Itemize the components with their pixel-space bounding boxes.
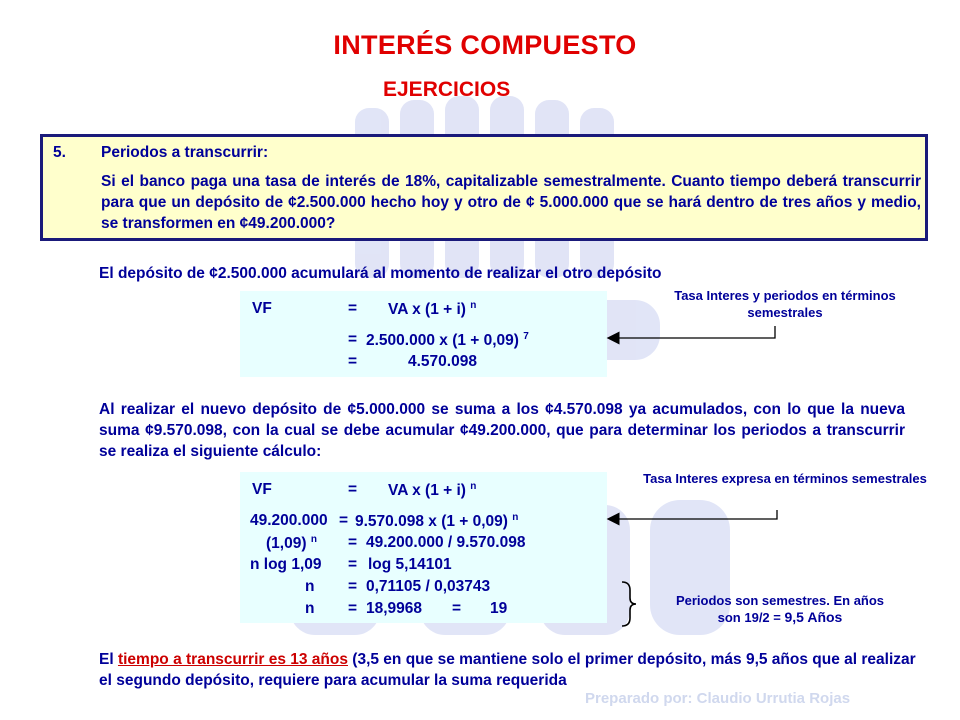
calc1-equals: =: [348, 300, 358, 317]
paragraph-first-deposit: El depósito de ¢2.500.000 acumulará al momento de realizar el otro depósito: [99, 265, 662, 282]
calc2-n-rounded: 19: [490, 600, 508, 617]
calc2-ratio: 49.200.000 / 9.570.098: [366, 534, 526, 551]
calc2-log-rhs: log 5,14101: [368, 556, 452, 573]
problem-heading: Periodos a transcurrir:: [101, 144, 269, 161]
calc2-n-label: n: [305, 600, 315, 617]
calc2-equals: =: [452, 600, 462, 617]
calculation-box-2: [240, 472, 607, 623]
calc2-n-label: n: [305, 578, 315, 595]
page-subtitle: EJERCICIOS: [383, 78, 511, 101]
calc2-division: 0,71105 / 0,03743: [366, 578, 491, 595]
footer-author: Preparado por: Claudio Urrutia Rojas: [585, 690, 851, 707]
calc2-formula-text: VA x (1 + i): [388, 482, 466, 500]
paragraph-conclusion: [99, 649, 919, 691]
calc2-equals: =: [348, 556, 358, 573]
calc2-formula-exponent: n: [470, 481, 477, 492]
calc1-formula-text: VA x (1 + i): [388, 301, 466, 319]
calc2-n-value: 18,9968: [366, 600, 423, 617]
calc1-result: 4.570.098: [408, 353, 477, 370]
calc2-growth-factor-exponent: n: [310, 534, 317, 545]
problem-number: 5.: [53, 144, 66, 161]
calc2-equals: =: [348, 578, 358, 595]
problem-box: [40, 134, 928, 241]
note-periods-in-years: [640, 592, 920, 626]
calc2-equals: =: [348, 534, 358, 551]
note-periods-line2: [640, 609, 920, 626]
page-title: INTERÉS COMPUESTO: [333, 30, 637, 60]
calc2-substitution: [355, 512, 518, 531]
calc1-formula: [388, 300, 476, 319]
calc1-substitution: [366, 331, 529, 350]
calc1-substitution-exponent: 7: [523, 331, 529, 342]
calc1-equals: =: [348, 353, 358, 370]
calc2-substitution-text: 9.570.098 x (1 + 0,09): [355, 513, 508, 531]
calc2-equals: =: [348, 600, 358, 617]
calc1-equals: =: [348, 331, 358, 348]
calc2-equals: =: [348, 481, 358, 498]
calc2-formula: [388, 481, 476, 500]
calc2-target-value: 49.200.000: [250, 512, 328, 529]
conclusion-prefix: El: [99, 651, 114, 668]
note-semester-terms: Tasa Interes y periodos en términos semestrales: [674, 288, 896, 320]
calc2-log-lhs: n log 1,09: [250, 556, 322, 573]
problem-text: Si el banco paga una tasa de interés de 18%, capitalizable semestralmente. Cuanto tiempo deberá transcurrir para que un depósito de ¢2.500.000 hecho hoy y otro de ¢ 5.000.000 que se hará dentro de tres años y medio, se transformen en ¢49.200.000?: [101, 173, 921, 232]
note-periods-value: 9,5 Años: [784, 609, 843, 625]
paragraph-second-deposit: Al realizar el nuevo depósito de ¢5.000.000 se suma a los ¢4.570.098 ya acumulados, con lo que la nueva suma ¢9.570.098, con la cual se debe acumular ¢49.200.000, que para determinar los periodos a transcurrir se realiza el siguiente cálculo:: [99, 401, 905, 460]
calc2-growth-factor: [266, 534, 317, 553]
calculation-box-1: [240, 291, 607, 377]
note-periods-line1: Periodos son semestres. En años: [675, 593, 885, 608]
calc2-vf-label: VF: [252, 481, 272, 498]
calc2-equals: =: [339, 512, 349, 529]
conclusion-rest: (3,5 en que se mantiene solo el primer depósito, más 9,5 años que al realizar el segundo depósito, requiere para acumular la suma requerida: [99, 651, 916, 689]
note-semester-rate: Tasa Interes expresa en términos semestrales: [643, 471, 927, 486]
calc1-vf-label: VF: [252, 300, 272, 317]
calc2-growth-factor-text: (1,09): [266, 535, 307, 553]
conclusion-highlight: tiempo a transcurrir es 13 años: [117, 651, 348, 668]
calc1-formula-exponent: n: [470, 300, 477, 311]
calc2-substitution-exponent: n: [512, 512, 519, 523]
calc1-substitution-text: 2.500.000 x (1 + 0,09): [366, 332, 519, 350]
note-periods-prefix: son 19/2 =: [717, 610, 781, 625]
